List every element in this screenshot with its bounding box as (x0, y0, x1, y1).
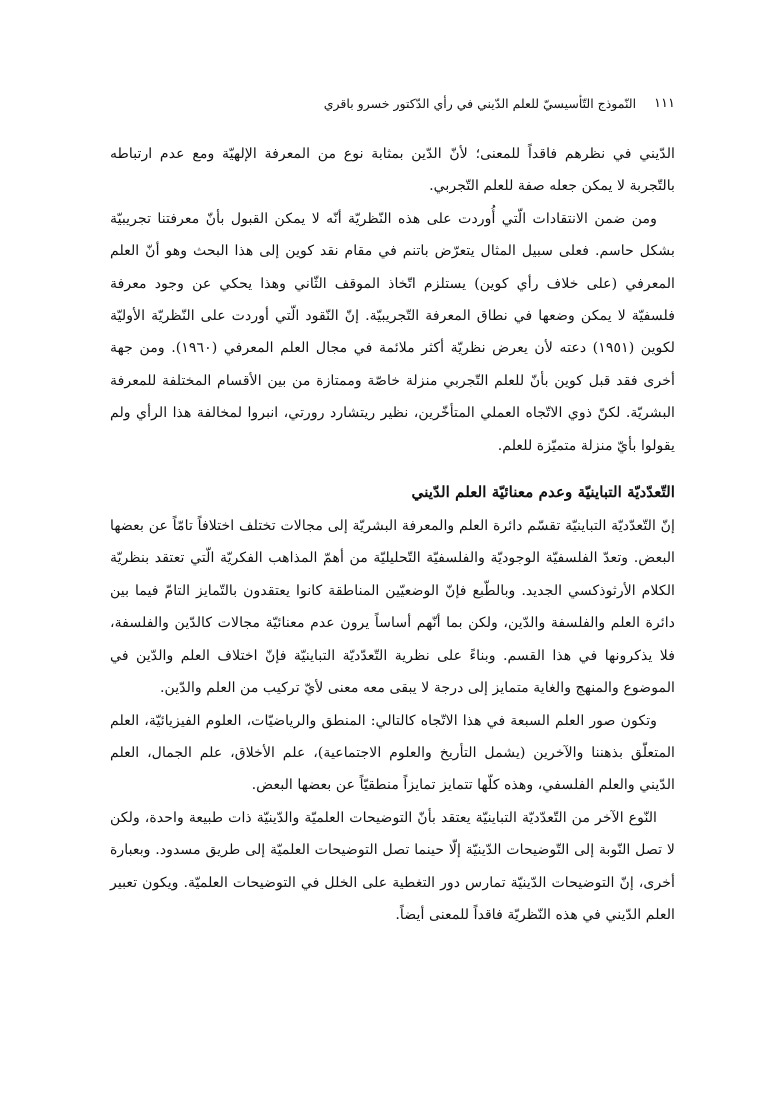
paragraph-other-type: النّوع الآخر من التّعدّديّة التباينيّة يعتقد بأنّ التوضيحات العلميّة والدّينيّة ذات طبيعة واحدة، ولكن لا تصل النّوبة إلى التّوضيحات الدّينيّة إلّا حينما تصل التوضيحات العلميّة إلى طريق مسدود. وبعبارة أخرى، إنّ التوضيحات الدّينيّة تمارس دور التغطية على الخلل في التوضيحات العلميّة. ويكون تعبير العلم الدّيني في هذه النّظريّة فاقداً للمعنى أيضاً. (110, 809, 675, 923)
page-number: ١١١ (654, 95, 675, 111)
paragraph-continued: الدّيني في نظرهم فاقداً للمعنى؛ لأنّ الدّين بمثابة نوع من المعرفة الإلهيّة ومع عدم ارتباطه بالتّجربة لا يمكن جعله صفة للعلم التّجربي. (110, 146, 675, 195)
paragraph-criticisms: ومن ضمن الانتقادات الّتي أُوردت على هذه النّظريّة أنّه لا يمكن القبول بأنّ معرفتنا تجريبيّة بشكل حاسم. فعلى سبيل المثال يتعرّض باتنم في مقام نقد كوين إلى هذا البحث وهو أنّ العلم المعرفي (على خلاف رأي كوين) يستلزم اتّخاذ الموقف الثّاني وهذا يحكي عن وجود معرفة فلسفيّة لا يمكن وضعها في نطاق المعرفة التّجريبيّة. إنّ النّقود الّتي أوردت على النّظريّة الأوليّة لكوين (١٩٥١) دعته لأن يعرض نظريّة أكثر ملائمة في مجال العلم المعرفي (١٩٦٠). ومن جهة أخرى فقد قبل كوين بأنّ للعلم التّجربي منزلة خاصّة وممتازة من بين الأقسام المختلفة للمعرفة البشريّة. لكنّ ذوي الاتّجاه العملي المتأخّرين، نظير ريتشارد رورتي، انبروا لمخالفة هذا الرأي ولم يقولوا بأيّ منزلة متميّزة للعلم. (110, 210, 676, 454)
running-header (110, 90, 675, 116)
page-body (110, 138, 675, 931)
running-header-title: النّموذج التّأسيسيّ للعلم الدّيني في رأي الدّكتور خسرو باقري (323, 95, 637, 111)
section-heading: التّعدّديّة التباينيّة وعدم معنائيّة العلم الدّيني (411, 483, 675, 502)
paragraph-pluralism-definition: إنّ التّعدّديّة التباينيّة تقسّم دائرة العلم والمعرفة البشريّة إلى مجالات تختلف اختلافاً تامّاً عن بعضها البعض. وتعدّ الفلسفيّة الوجوديّة والفلسفيّة التّحليليّة من أهمّ المذاهب الفكريّة الّتي تعتقد بنظريّة الكلام الأرثوذكسي الجديد. وبالطّبع فإنّ الوضعيّين المناطقة كانوا يعتقدون بالتّمايز التامّ فيما بين دائرة العلم والفلسفة والدّين، ولكن بما أنّهم أساساً يرون عدم معنائيّة مجالات كالدّين والفلسفة، فلا يذكرونها في هذا القسم. وبناءً على نظرية التّعدّديّة التباينيّة فإنّ اختلاف العلم والدّين في الموضوع والمنهج والغاية متمايز إلى درجة لا يبقى معه معنى لأيّ تركيب من العلم والدّين. (110, 518, 675, 697)
paragraph-seven-forms: وتكون صور العلم السبعة في هذا الاتّجاه كالتالي: المنطق والرياضيّات، العلوم الفيزيائيّة، العلم المتعلّق بذهننا والآخرين (يشمل التأريخ والعلوم الاجتماعية)، علم الأخلاق، علم الجمال، العلم الدّيني والعلم الفلسفي، وهذه كلّها تتمايز تمايزاً منطقيّاً عن بعضها البعض. (110, 712, 675, 794)
